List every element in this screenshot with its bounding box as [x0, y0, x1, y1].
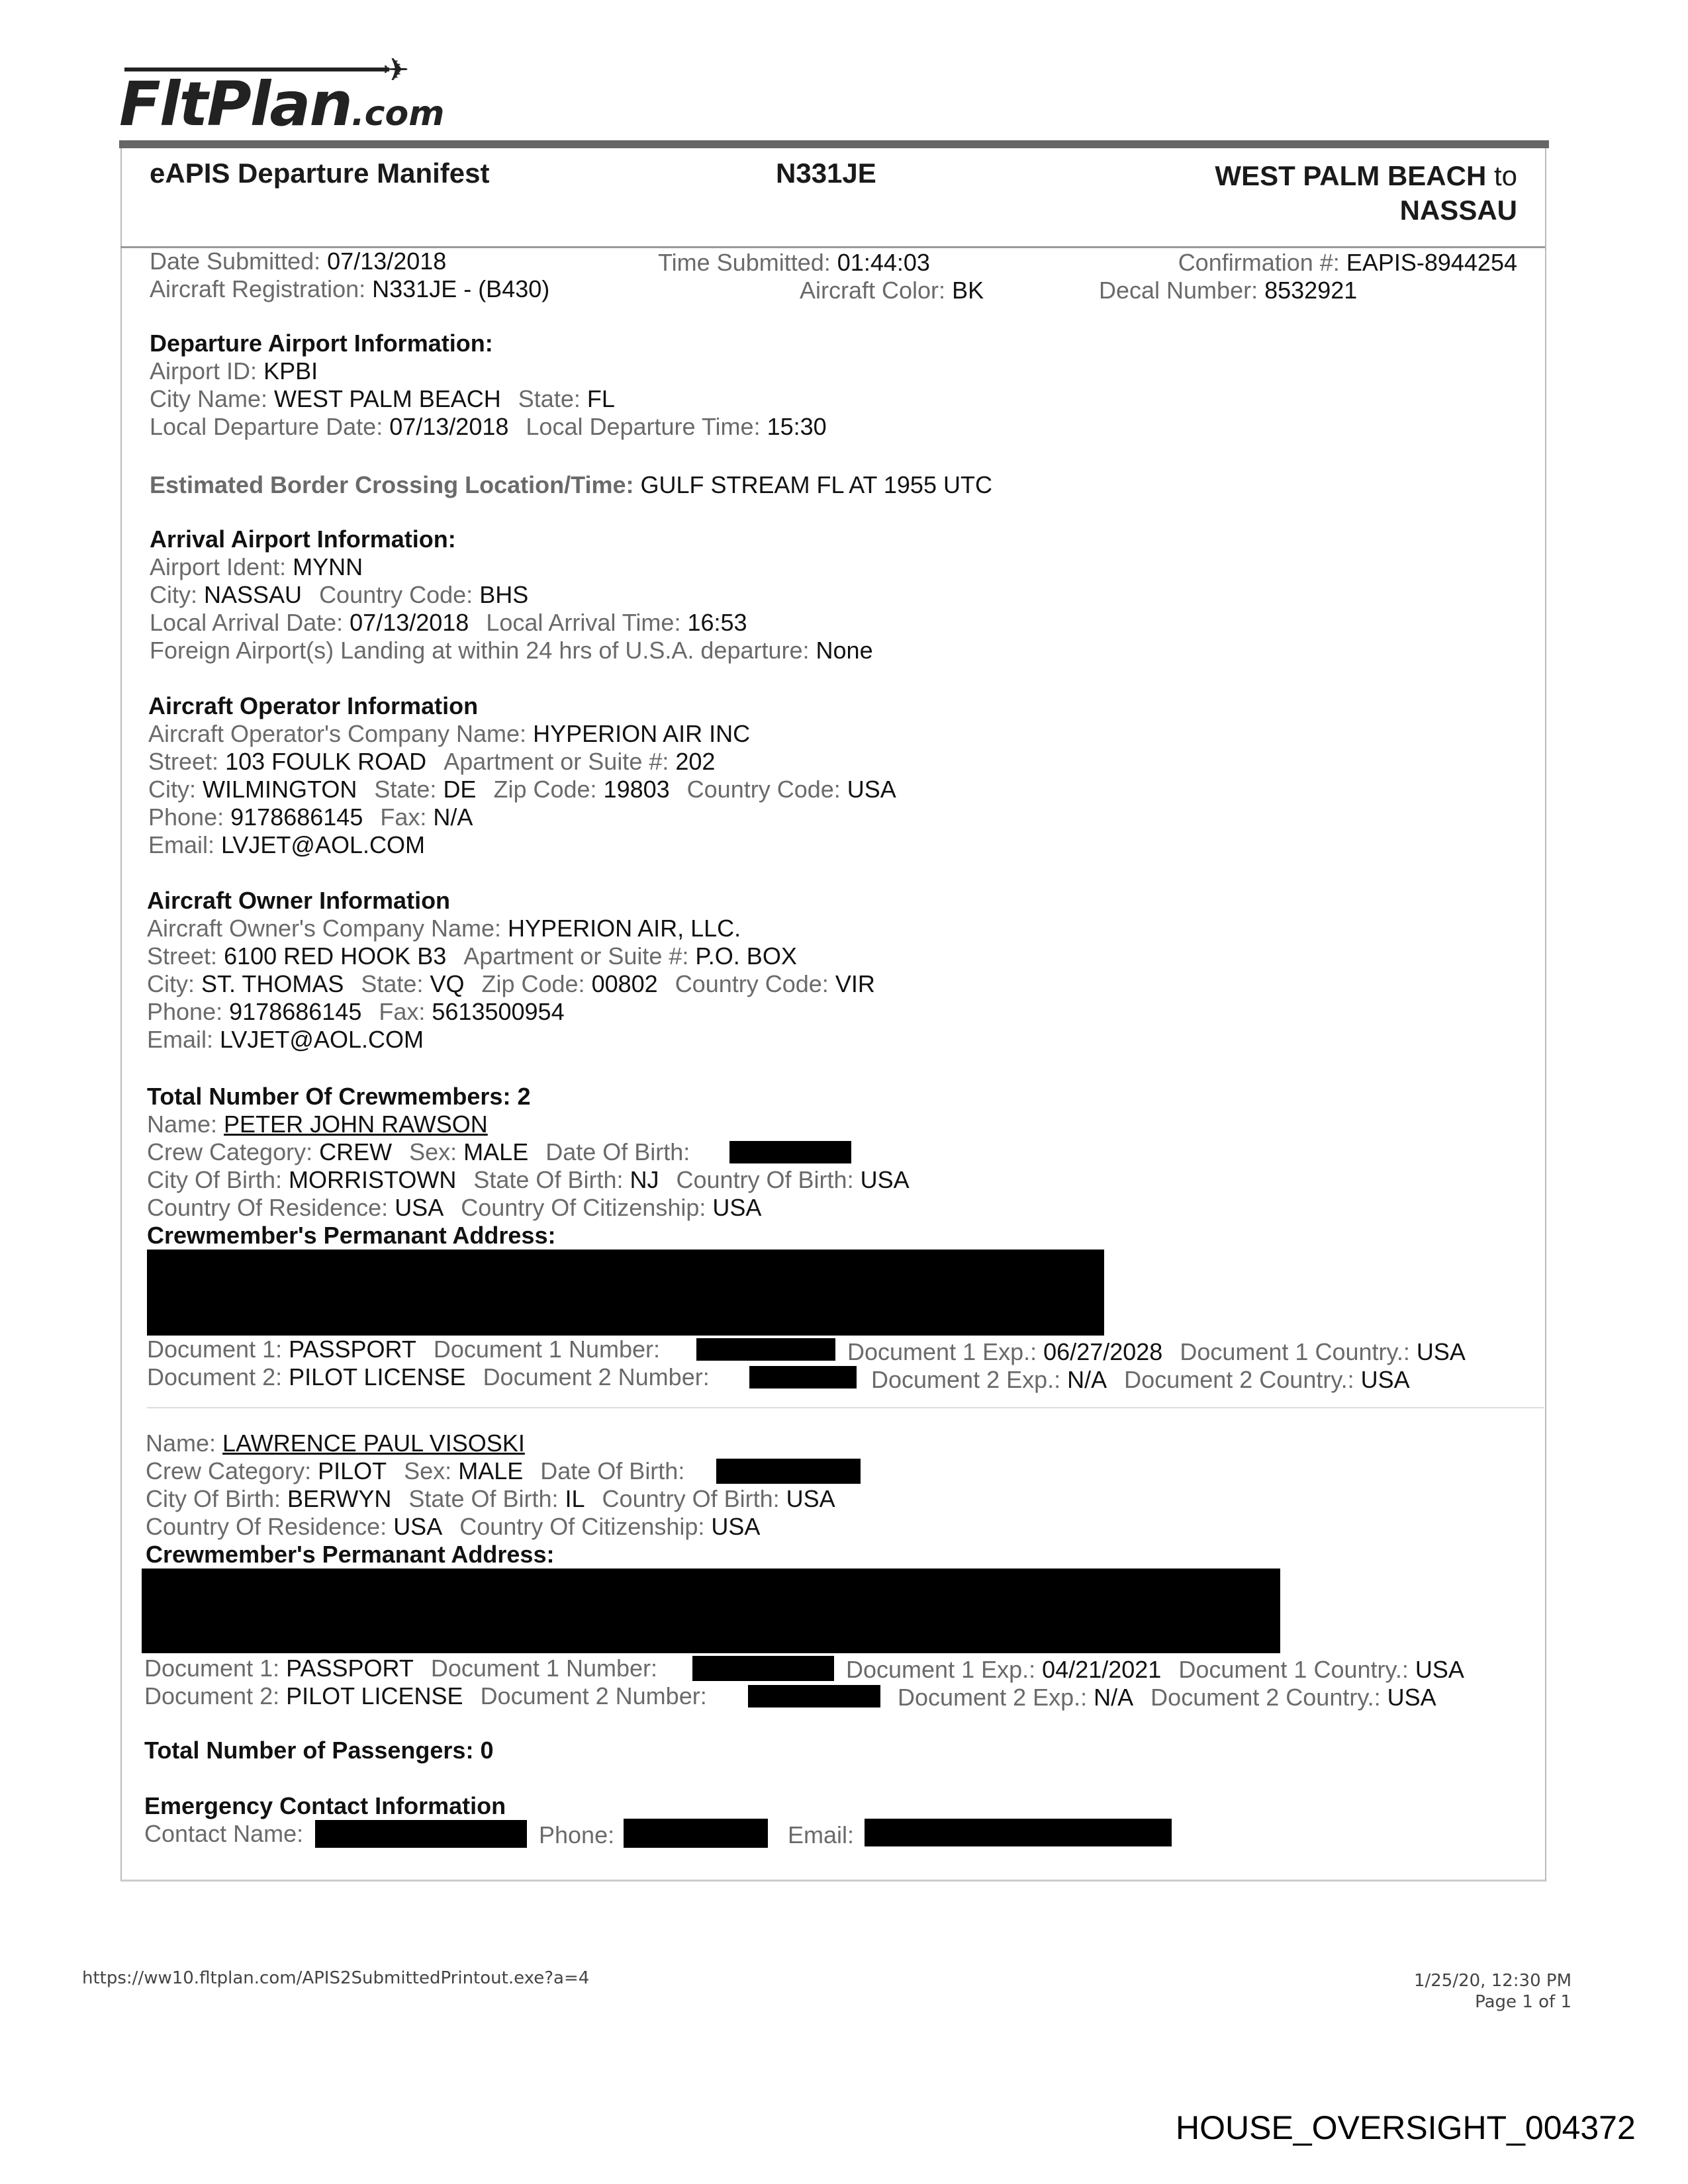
arrival-datetime: Local Arrival Date: 07/13/2018 Local Arrival Time: 16:53: [150, 609, 747, 636]
departure-heading: Departure Airport Information:: [150, 330, 493, 357]
redaction-address: [142, 1569, 1280, 1653]
owner-company: Aircraft Owner's Company Name: HYPERION AIR, LLC.: [147, 915, 741, 942]
date-submitted: Date Submitted: 07/13/2018: [150, 248, 447, 275]
departure-city: City Name: WEST PALM BEACH State: FL: [150, 385, 615, 412]
redaction-dob: [716, 1459, 861, 1484]
owner-city: City: ST. THOMAS State: VQ Zip Code: 00802 Country Code: VIR: [147, 970, 875, 997]
border-crossing: Estimated Border Crossing Location/Time: GULF STREAM FL AT 1955 UTC: [150, 471, 992, 498]
print-datetime: 1/25/20, 12:30 PM: [1413, 1971, 1571, 1991]
logo-wordmark: [119, 71, 444, 147]
redaction-contact-name: [315, 1820, 527, 1848]
crew-2-doc2: Document 2: PILOT LICENSE Document 2 Number:: [144, 1682, 707, 1709]
crew-1-birthplace: City Of Birth: MORRISTOWN State Of Birth: NJ Country Of Birth: USA: [147, 1166, 910, 1193]
redaction-doc-number: [696, 1338, 835, 1361]
owner-street: Street: 6100 RED HOOK B3 Apartment or Suite #: P.O. BOX: [147, 942, 797, 970]
route-origin: WEST PALM BEACH: [1215, 160, 1487, 191]
arrival-city: City: NASSAU Country Code: BHS: [150, 581, 529, 608]
page-count: Page 1 of 1: [1475, 1992, 1571, 2012]
redaction-doc-number: [692, 1656, 834, 1681]
operator-email: Email: LVJET@AOL.COM: [148, 831, 425, 858]
crew-2-doc1: Document 1: PASSPORT Document 1 Number:: [144, 1655, 657, 1682]
page-title: eAPIS Departure Manifest: [150, 158, 490, 189]
operator-street: Street: 103 FOULK ROAD Apartment or Suite #: 202: [148, 748, 716, 775]
arrival-ident: Airport Ident: MYNN: [150, 553, 363, 580]
aircraft-color: Aircraft Color: BK: [800, 277, 984, 304]
departure-datetime: Local Departure Date: 07/13/2018 Local Departure Time: 15:30: [150, 413, 827, 440]
route-destination: NASSAU: [1399, 195, 1517, 226]
operator-heading: Aircraft Operator Information: [148, 692, 479, 719]
crew-1-category: Crew Category: CREW Sex: MALE Date Of Birth:: [147, 1138, 690, 1165]
operator-phone: Phone: 9178686145 Fax: N/A: [148, 803, 473, 831]
crew-1-residence: Country Of Residence: USA Country Of Citizenship: USA: [147, 1194, 762, 1221]
owner-email: Email: LVJET@AOL.COM: [147, 1026, 424, 1053]
owner-phone: Phone: 9178686145 Fax: 5613500954: [147, 998, 565, 1025]
header-bar: [119, 140, 1549, 148]
route: [1215, 159, 1517, 228]
decal-number: Decal Number: 8532921: [1099, 277, 1358, 304]
printout-url: https://ww10.fltplan.com/APIS2SubmittedPrintout.exe?a=4: [82, 1968, 590, 1988]
emergency-email: Email:: [788, 1821, 855, 1848]
logo-brand: FltPlan: [119, 69, 352, 140]
emergency-contact-name: Contact Name:: [144, 1820, 304, 1847]
crew-2-doc1-exp: Document 1 Exp.: 04/21/2021 Document 1 Country.: USA: [846, 1656, 1464, 1683]
time-submitted: Time Submitted: 01:44:03: [658, 249, 930, 276]
redaction-doc-number: [749, 1366, 857, 1388]
crew-1-name: Name: PETER JOHN RAWSON: [147, 1111, 488, 1138]
crew-2-birthplace: City Of Birth: BERWYN State Of Birth: IL Country Of Birth: USA: [146, 1485, 835, 1512]
operator-company: Aircraft Operator's Company Name: HYPERION AIR INC: [148, 720, 751, 747]
bates-number: HOUSE_OVERSIGHT_004372: [1176, 2109, 1636, 2146]
airplane-icon: ✈: [383, 52, 410, 89]
arrival-heading: Arrival Airport Information:: [150, 525, 456, 553]
crew-2-doc2-exp: Document 2 Exp.: N/A Document 2 Country.: USA: [898, 1684, 1436, 1711]
owner-heading: Aircraft Owner Information: [147, 887, 451, 914]
redaction-phone: [624, 1819, 768, 1848]
route-to: to: [1493, 160, 1517, 191]
redaction-email: [865, 1819, 1172, 1846]
crew-divider: [147, 1407, 1544, 1408]
crew-1-doc1: Document 1: PASSPORT Document 1 Number:: [147, 1336, 660, 1363]
redaction-dob: [729, 1141, 851, 1163]
departure-airport-id: Airport ID: KPBI: [150, 357, 318, 385]
fltplan-logo: [119, 52, 463, 143]
crew-2-residence: Country Of Residence: USA Country Of Citizenship: USA: [146, 1513, 761, 1540]
emergency-heading: Emergency Contact Information: [144, 1792, 506, 1819]
aircraft-registration: Aircraft Registration: N331JE - (B430): [150, 275, 550, 302]
foreign-airport: Foreign Airport(s) Landing at within 24 hrs of U.S.A. departure: None: [150, 637, 873, 664]
confirmation-number: Confirmation #: EAPIS-8944254: [1178, 249, 1517, 276]
crew-1-doc1-exp: Document 1 Exp.: 06/27/2028 Document 1 Country.: USA: [847, 1338, 1466, 1365]
redaction-doc-number: [748, 1685, 880, 1707]
operator-city: City: WILMINGTON State: DE Zip Code: 19803 Country Code: USA: [148, 776, 896, 803]
crew-2-address-label: Crewmember's Permanant Address:: [146, 1541, 555, 1568]
crew-1-doc2-exp: Document 2 Exp.: N/A Document 2 Country.: USA: [871, 1366, 1410, 1393]
crew-1-address-label: Crewmember's Permanant Address:: [147, 1222, 556, 1249]
crew-2-name: Name: LAWRENCE PAUL VISOSKI: [146, 1430, 525, 1457]
redaction-address: [147, 1250, 1104, 1336]
crew-heading: Total Number Of Crewmembers: 2: [147, 1083, 531, 1110]
crew-1-doc2: Document 2: PILOT LICENSE Document 2 Number:: [147, 1363, 710, 1390]
crew-2-category: Crew Category: PILOT Sex: MALE Date Of Birth:: [146, 1457, 685, 1484]
passengers-heading: Total Number of Passengers: 0: [144, 1737, 494, 1764]
tail-number: N331JE: [776, 158, 876, 189]
emergency-phone: Phone:: [539, 1821, 615, 1848]
logo-suffix: .com: [351, 94, 445, 134]
